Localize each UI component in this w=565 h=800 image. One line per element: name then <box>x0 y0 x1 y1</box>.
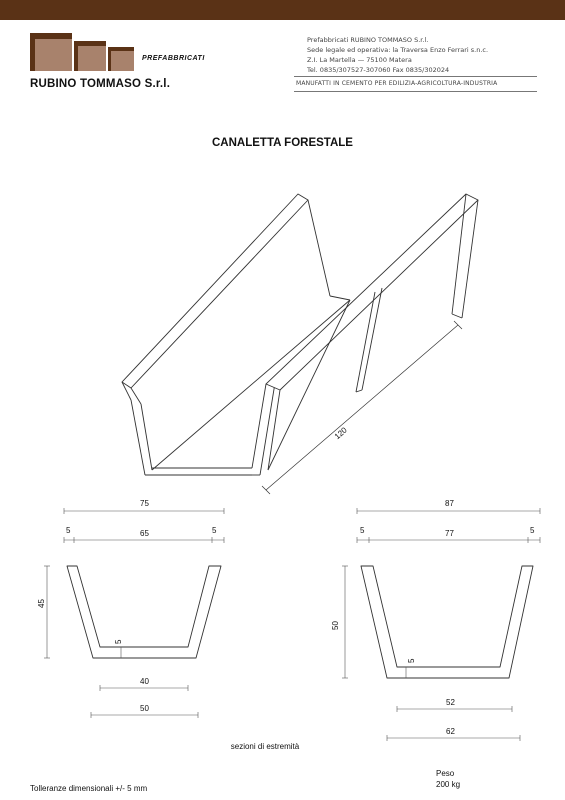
page-title: CANALETTA FORESTALE <box>212 137 353 149</box>
channel-perspective-view <box>122 194 478 494</box>
right-height-label: 50 <box>331 621 340 630</box>
right-bottom-thickness-label: 5 <box>407 658 416 663</box>
left-height-label: 45 <box>37 599 46 608</box>
right-wall-left-label: 5 <box>360 526 365 535</box>
left-wall-left-label: 5 <box>66 526 71 535</box>
left-overall-width-label: 75 <box>140 499 149 508</box>
left-bottom-thickness-label: 5 <box>114 639 123 644</box>
left-section-outline <box>67 566 221 658</box>
right-overall-width-label: 87 <box>445 499 454 508</box>
right-wall-right-label: 5 <box>530 526 535 535</box>
weight-label: Peso <box>436 769 455 778</box>
address-line: Sede legale ed operativa: la Traversa Enzo Ferrari s.n.c. <box>307 46 489 54</box>
address-line: Z.I. La Martella — 75100 Matera <box>307 56 412 64</box>
left-base-inner-label: 40 <box>140 677 149 686</box>
right-section-outline <box>361 566 533 678</box>
address-line: Prefabbricati RUBINO TOMMASO S.r.l. <box>307 36 429 44</box>
weight-value: 200 kg <box>436 780 461 789</box>
right-base-outer-label: 62 <box>446 727 455 736</box>
left-base-outer-label: 50 <box>140 704 149 713</box>
right-inner-width-label: 77 <box>445 529 454 538</box>
sections-caption: sezioni di estremità <box>230 742 300 751</box>
left-wall-right-label: 5 <box>212 526 217 535</box>
left-inner-width-label: 65 <box>140 529 149 538</box>
weight-block <box>436 768 460 790</box>
length-dimension-label: 120 <box>332 425 349 442</box>
tolerance-note: Tolleranze dimensionali +/- 5 mm <box>30 784 148 793</box>
logo-tagline: PREFABBRICATI <box>142 55 205 62</box>
right-section-dimensions <box>342 508 540 741</box>
address-line: Tel. 0835/307527-307060 Fax 0835/302024 <box>307 66 450 74</box>
company-name: RUBINO TOMMASO S.r.l. <box>30 78 171 90</box>
company-tagline: MANUFATTI IN CEMENTO PER EDILIZIA-AGRICOLTURA-INDUSTRIA <box>296 80 498 87</box>
right-base-inner-label: 52 <box>446 698 455 707</box>
